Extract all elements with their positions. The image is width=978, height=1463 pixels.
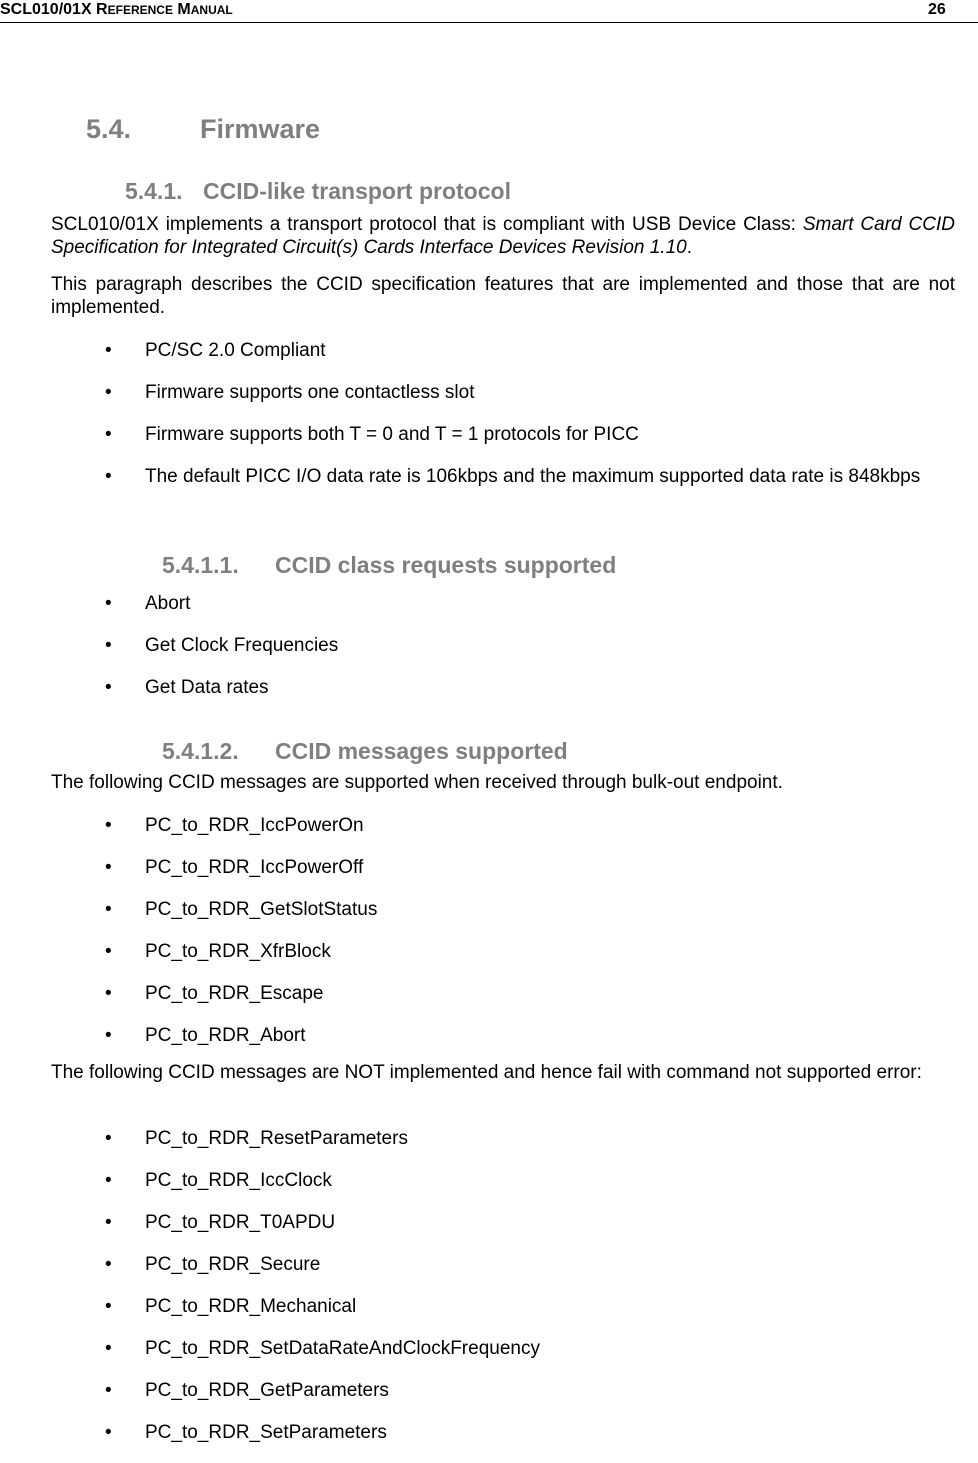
feature-item: [0, 339, 978, 381]
unsupported-message-item-text: PC_to_RDR_T0APDU: [145, 1212, 336, 1233]
class-request-item: [0, 634, 978, 676]
section-heading: [86, 113, 320, 145]
unsupported-message-item: [0, 1379, 978, 1421]
feature-item: [0, 381, 978, 423]
supported-message-item-text: PC_to_RDR_IccPowerOn: [145, 815, 364, 836]
unsupported-message-item-text: PC_to_RDR_SetDataRateAndClockFrequency: [145, 1338, 540, 1359]
supported-message-item-text: PC_to_RDR_XfrBlock: [145, 941, 331, 962]
supported-message-item-text: PC_to_RDR_Escape: [145, 983, 324, 1004]
supported-message-item: [0, 856, 978, 898]
supported-message-item: [0, 814, 978, 856]
unsupported-message-item-text: PC_to_RDR_ResetParameters: [145, 1128, 408, 1149]
feature-item: [0, 465, 978, 528]
supported-message-item: [0, 940, 978, 982]
unsupported-message-item: [0, 1253, 978, 1295]
bullet-icon: •: [105, 1380, 112, 1401]
subsection-heading: [125, 177, 511, 205]
class-request-item: [0, 592, 978, 634]
bullet-icon: •: [105, 1128, 112, 1149]
unsupported-message-item-text: PC_to_RDR_IccClock: [145, 1170, 332, 1191]
bullet-icon: •: [105, 1170, 112, 1191]
unsupported-message-item: [0, 1211, 978, 1253]
intro-paragraph: SCL010/01X implements a transport protocol that is compliant with USB Device Class: Smart Card CCID Specification for Integrated Circuit(s) Cards Interface Devices Revision 1.10.: [51, 214, 955, 258]
page-header: [0, 0, 978, 23]
class-request-item-text: Get Clock Frequencies: [145, 635, 339, 656]
unsupported-message-item: [0, 1127, 978, 1169]
bullet-icon: •: [105, 983, 112, 1004]
feature-list: [0, 339, 978, 528]
unsupported-messages-list: [0, 1127, 978, 1463]
manual-title: SCL010/01X REFERENCE MANUAL: [0, 1, 233, 18]
messages-number: 5.4.1.2.: [162, 738, 239, 764]
bullet-icon: •: [105, 941, 112, 962]
bullet-icon: •: [105, 677, 112, 698]
class-request-item-text: Get Data rates: [145, 677, 269, 698]
bullet-icon: •: [105, 593, 112, 614]
subsection-number: 5.4.1.: [125, 178, 183, 204]
bullet-icon: •: [105, 635, 112, 656]
bullet-icon: •: [105, 424, 112, 445]
class-requests-heading: [162, 551, 616, 579]
unsupported-message-item-text: PC_to_RDR_SetParameters: [145, 1422, 387, 1443]
supported-message-item: [0, 982, 978, 1024]
feature-item-text: Firmware supports one contactless slot: [145, 382, 475, 403]
unsupported-message-item: [0, 1169, 978, 1211]
class-requests-number: 5.4.1.1.: [162, 552, 239, 578]
supported-message-item-text: PC_to_RDR_Abort: [145, 1025, 306, 1046]
supported-message-item: [0, 1024, 978, 1066]
bullet-icon: •: [105, 466, 112, 487]
feature-item-text: Firmware supports both T = 0 and T = 1 protocols for PICC: [145, 424, 639, 445]
bullet-icon: •: [105, 1338, 112, 1359]
class-request-item: [0, 676, 978, 718]
bullet-icon: •: [105, 382, 112, 403]
messages-title: CCID messages supported: [275, 738, 568, 764]
bullet-icon: •: [105, 815, 112, 836]
section-number: 5.4.: [86, 114, 132, 144]
supported-message-item: [0, 898, 978, 940]
unsupported-message-item-text: PC_to_RDR_Secure: [145, 1254, 321, 1275]
unsupported-message-item: [0, 1421, 978, 1463]
unsupported-message-item-text: PC_to_RDR_GetParameters: [145, 1380, 389, 1401]
class-requests-title: CCID class requests supported: [275, 552, 617, 578]
unsupported-message-item-text: PC_to_RDR_Mechanical: [145, 1296, 357, 1317]
supported-message-item-text: PC_to_RDR_IccPowerOff: [145, 857, 364, 878]
unsupported-intro: The following CCID messages are NOT implemented and hence fail with command not supported error:: [51, 1062, 922, 1083]
description-paragraph: This paragraph describes the CCID specification features that are implemented and those that are not implemented.: [51, 274, 955, 318]
feature-item: [0, 423, 978, 465]
class-requests-list: [0, 592, 978, 718]
bullet-icon: •: [105, 1212, 112, 1233]
bullet-icon: •: [105, 1296, 112, 1317]
bullet-icon: •: [105, 857, 112, 878]
class-request-item-text: Abort: [145, 593, 191, 614]
unsupported-message-item: [0, 1295, 978, 1337]
bullet-icon: •: [105, 899, 112, 920]
unsupported-message-item: [0, 1337, 978, 1379]
section-title: Firmware: [200, 114, 321, 144]
bullet-icon: •: [105, 340, 112, 361]
supported-messages-list: [0, 814, 978, 1066]
bullet-icon: •: [105, 1025, 112, 1046]
bullet-icon: •: [105, 1422, 112, 1443]
subsection-title: CCID-like transport protocol: [203, 178, 511, 204]
messages-heading: [162, 737, 568, 765]
supported-intro: The following CCID messages are supported when received through bulk-out endpoint.: [51, 772, 783, 793]
spec-title: Smart Card CCID Specification for Integrated Circuit(s) Cards Interface Devices Revision 1.10: [51, 214, 955, 258]
feature-item-text: PC/SC 2.0 Compliant: [145, 340, 326, 361]
supported-message-item-text: PC_to_RDR_GetSlotStatus: [145, 899, 378, 920]
page-number: 26: [928, 1, 946, 18]
feature-item-text: The default PICC I/O data rate is 106kbps and the maximum supported data rate is 848kbps: [145, 466, 921, 487]
bullet-icon: •: [105, 1254, 112, 1275]
